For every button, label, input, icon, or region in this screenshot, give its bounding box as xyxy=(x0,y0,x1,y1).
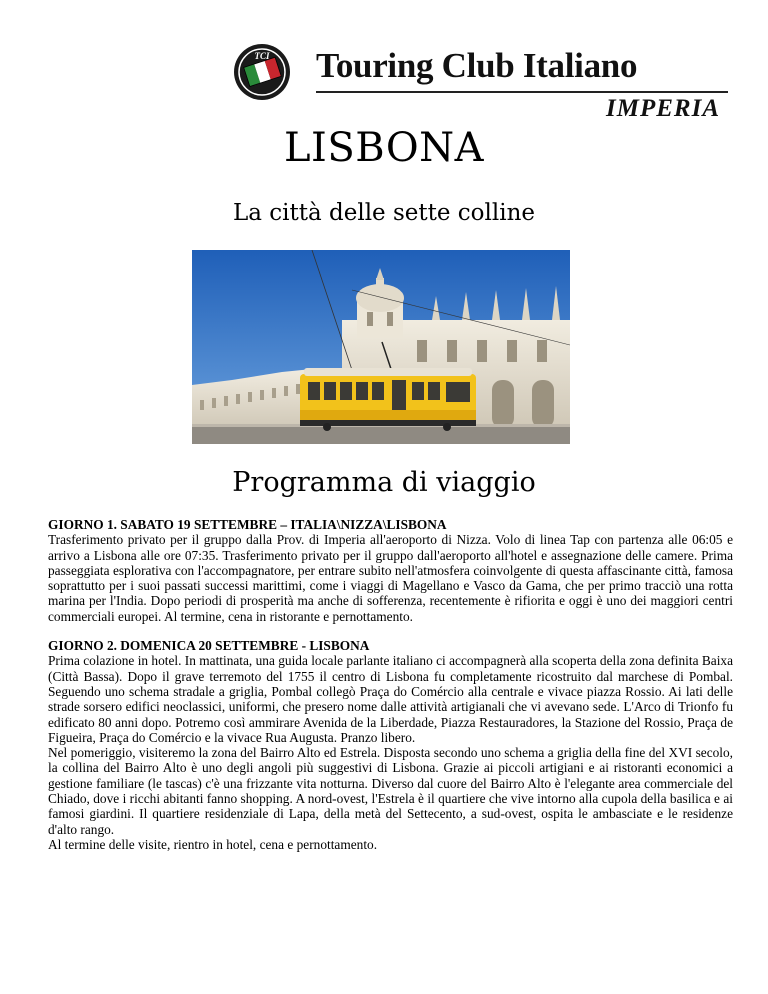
day-2-paragraph-3: Al termine delle visite, rientro in hotel, cena e pernottamento. xyxy=(48,836,378,852)
day-1-title: GIORNO 1. SABATO 19 SETTEMBRE – ITALIA\NIZZA\LISBONA xyxy=(48,517,447,532)
program-heading: Programma di viaggio xyxy=(232,467,536,498)
day-2-paragraph-2: Nel pomeriggio, visiteremo la zona del Bairro Alto ed Estrela. Disposta secondo uno schema a griglia della fine del XVI secolo, la collina del Bairro Alto è uno degli angoli più suggestivi di Lisbona. Grazie ai piccoli artigiani e ai ristoranti economici a gestione familiare (le tascas) c'è una frizzante vita notturna. Diverso dal cuore del Bairro Alto è l'elegante area commerciale del Chiado, dove i ricchi abitanti fanno shopping. A nord-ovest, l'Estrela è il quartiere che vive intorno alla cupola della basilica e ai famosi giardini. Il quartiere residenziale di Lapa, della metà del Settecento, a sud-ovest, ospita le ambasciate e le residenze d'alto rango. xyxy=(48,745,733,837)
branch-name: IMPERIA xyxy=(606,95,720,122)
header xyxy=(232,42,732,124)
tci-logo-icon xyxy=(232,42,292,102)
brand-name: Touring Club Italiano xyxy=(316,46,638,85)
day-1-body xyxy=(48,532,733,624)
day-2-title: GIORNO 2. DOMENICA 20 SETTEMBRE - LISBONA xyxy=(48,638,370,654)
brand-divider xyxy=(316,91,728,93)
day-2-paragraph-1: Prima colazione in hotel. In mattinata, una guida locale parlante italiano ci accompagnerà alla scoperta della zona definita Baixa (Città Bassa). Dopo il grave terremoto del 1755 il centro di Lisbona fu completamente ricostruito dal marchese di Pombal. Seguendo uno schema stradale a griglia, Pombal collegò Praça do Comércio alla centrale e vivace piazza Rossio. Ai lati delle strade sorsero edifici neoclassici, uniformi, che presero nome dalle attività artigianali che vi avevano sede. L'Arco di Trionfo fu edificato 80 anni dopo. Potremo così ammirare Avenida de la Liberdade, Piazza Restauradores, la Stazione del Rossio, Praça de Figueira, Praça do Comércio e la vivace Rua Augusta. Pranzo libero. xyxy=(48,653,733,745)
tram-monastery-photo xyxy=(192,250,570,444)
itinerary xyxy=(48,517,733,852)
page-subtitle: La città delle sette colline xyxy=(232,200,536,226)
day-1-paragraph-1: Trasferimento privato per il gruppo dalla Prov. di Imperia all'aeroporto di Nizza. Volo di linea Tap con partenza alle 06:05 e arrivo a Lisbona alle ore 07:35. Trasferimento privato per il gruppo dall'aeroporto all'hotel e assegnazione delle camere. Prima passeggiata esplorativa con l'accompagnatore, per entrare subito nell'atmosfera coinvolgente di questa affascinante città, famosa soprattutto per i suoi passati successi marittimi, come i viaggi di Magellano e Vasco da Gama, che per primo tracciò una rotta marina per l'India. Dopo periodi di prosperità ma anche di sofferenza, recentemente è rifiorita e oggi è uno dei maggiori centri commerciali europei. Al termine, cena in ristorante e pernottamento. xyxy=(48,532,733,624)
day-2 xyxy=(48,638,733,852)
day-2-body xyxy=(48,653,733,852)
page-title: LISBONA xyxy=(283,125,485,171)
day-1 xyxy=(48,517,733,624)
logo-text: TCI xyxy=(254,51,270,61)
